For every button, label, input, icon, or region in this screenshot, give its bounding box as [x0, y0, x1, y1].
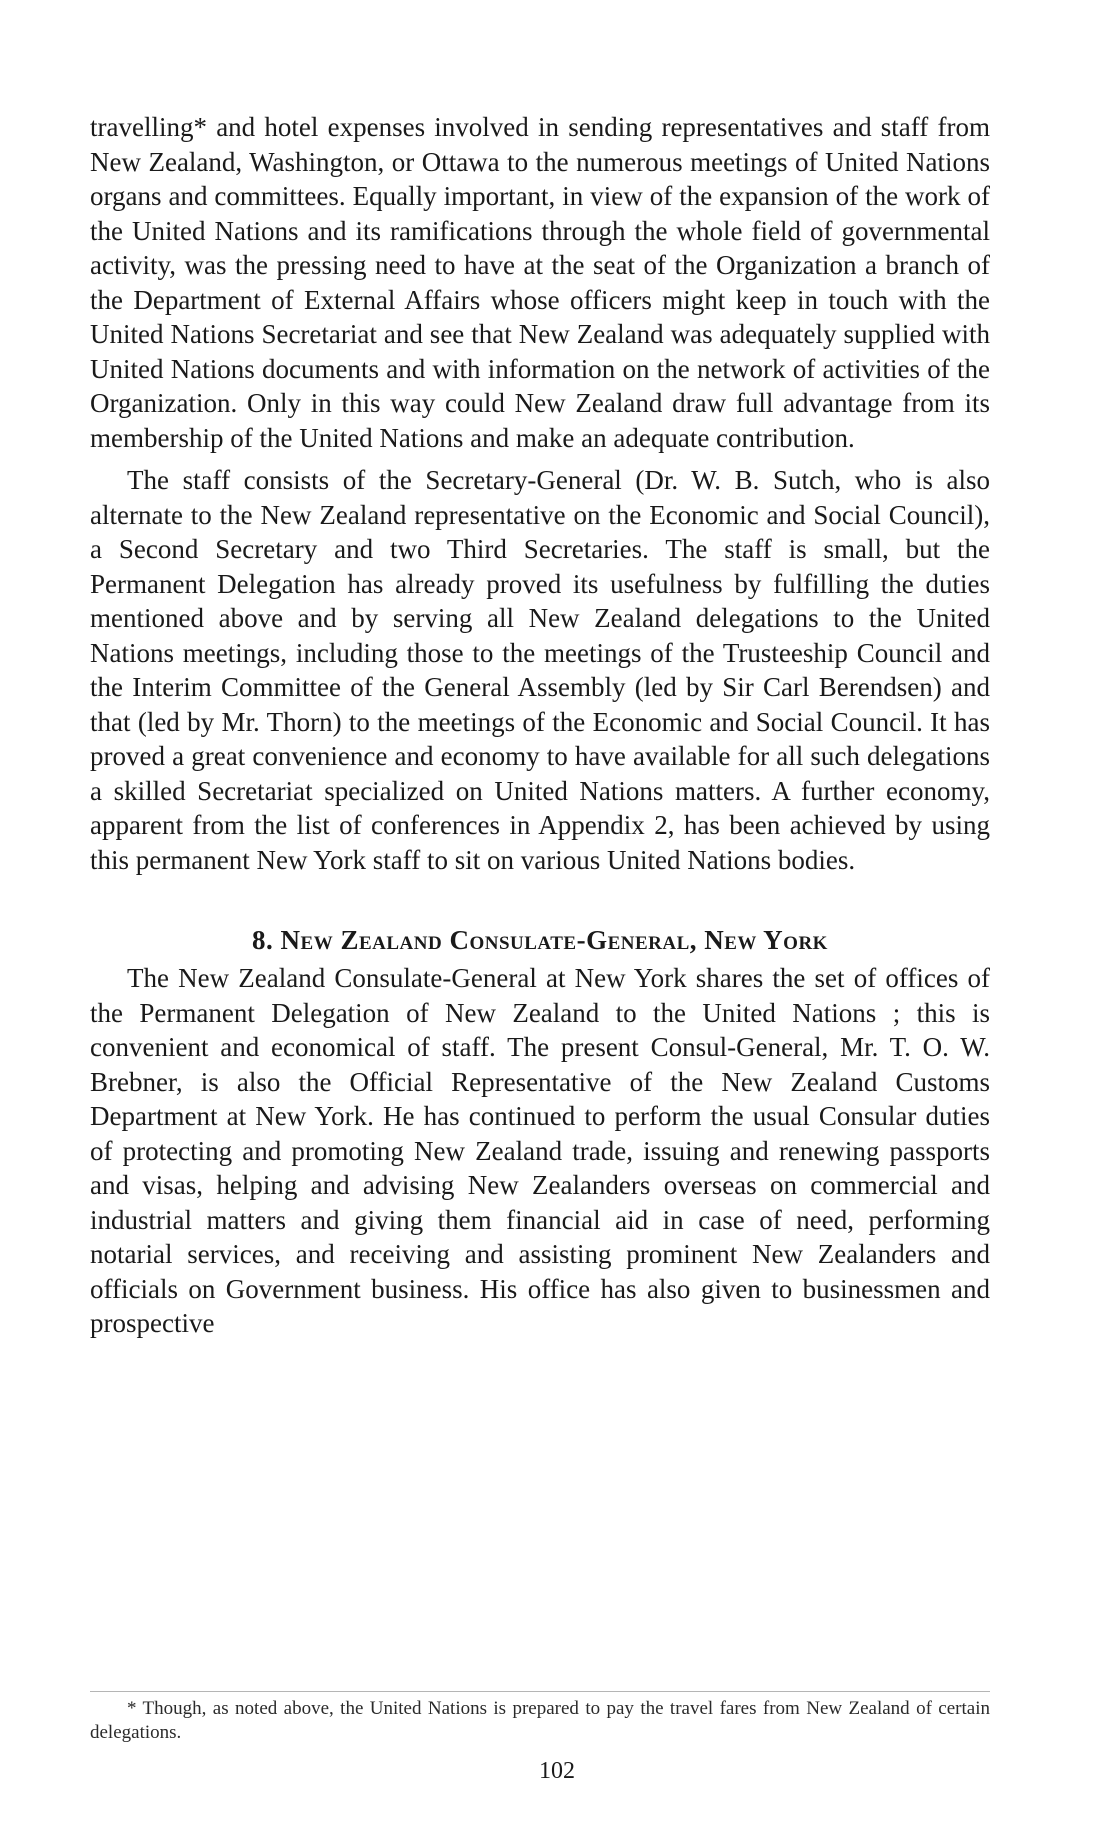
footnote: * Though, as noted above, the United Nations is prepared to pay the travel fares from New Zealand of certain delegations. [90, 1698, 990, 1743]
section-heading: 8. New Zealand Consulate-General, New York [252, 925, 828, 955]
paragraph-staff: The staff consists of the Secretary-General (Dr. W. B. Sutch, who is also alternate to the New Zealand representative on the Economic and Social Council), a Second Secretary and two Third Secretaries. The staff is small, but the Permanent Delegation has already proved its usefulness by fulfilling the duties mentioned above and by serving all New Zealand delegations to the United Nations meetings, including those to the meetings of the Trusteeship Council and the Interim Committee of the General Assembly (led by Sir Carl Berendsen) and that (led by Mr. Thorn) to the meetings of the Economic and Social Council. It has proved a great convenience and economy to have available for all such delegations a skilled Secretariat specialized on United Nations matters. A further economy, apparent from the list of conferences in Appendix 2, has been achieved by using this permanent New York staff to sit on various United Nations bodies. [90, 465, 990, 875]
paragraph-continuation: travelling* and hotel expenses involved in sending representatives and staff from New Zealand, Washington, or Ottawa to the numerous meetings of United Nations organs and committees. Equally important, in view of the expansion of the work of the United Nations and its ramifications through the whole field of governmental activity, was the pressing need to have at the seat of the Organization a branch of the Department of External Affairs whose officers might keep in touch with the United Nations Secretariat and see that New Zealand was adequately supplied with United Nations documents and with information on the network of activities of the Organization. Only in this way could New Zealand draw full advantage from its membership of the United Nations and make an adequate contribution. [90, 112, 990, 453]
page-number: 102 [539, 1758, 575, 1784]
paragraph-consulate: The New Zealand Consulate-General at New York shares the set of offices of the Permanent Delegation of New Zealand to the United Nations ; this is convenient and economical of staff. The present Consul-General, Mr. T. O. W. Brebner, is also the Official Representative of the New Zealand Customs Department at New York. He has continued to perform the usual Consular duties of protecting and promoting New Zealand trade, issuing and renewing passports and visas, helping and advising New Zealanders overseas on commercial and industrial matters and giving them financial aid in case of need, performing notarial services, and receiving and assisting prominent New Zealanders and officials on Government business. His office has also given to businessmen and prospective [90, 963, 990, 1338]
footnote-divider [90, 1691, 990, 1692]
page-body [90, 110, 990, 1349]
